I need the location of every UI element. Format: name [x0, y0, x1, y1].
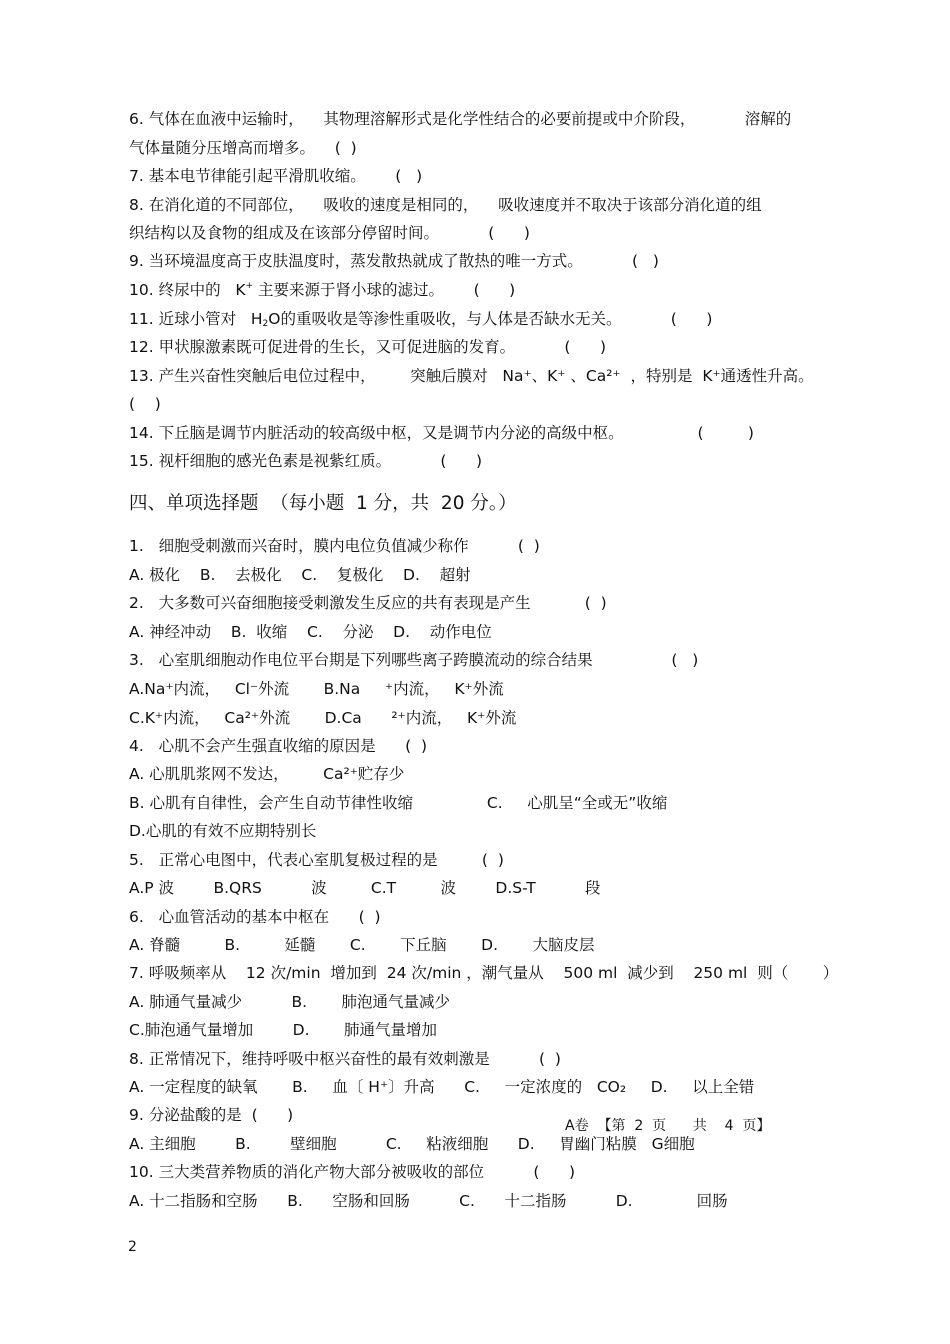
question-line: 13. 产生兴奋性突触后电位过程中， 突触后膜对 Na⁺、K⁺ 、Ca²⁺ ，特别是 K⁺通透性升高。: [129, 367, 814, 385]
option-line: A. 十二指肠和空肠 B. 空肠和回肠 C. 十二指肠 D. 回肠: [129, 1192, 728, 1210]
question-line: 2. 大多数可兴奋细胞接受刺激发生反应的共有表现是产生 ( ): [129, 594, 607, 612]
option-line: A. 神经冲动 B. 收缩 C. 分泌 D. 动作电位: [129, 623, 492, 641]
question-line: 14. 下丘脑是调节内脏活动的较高级中枢，又是调节内分泌的高级中枢。 ( ): [129, 424, 754, 442]
question-line: 4. 心肌不会产生强直收缩的原因是 ( ): [129, 737, 428, 755]
question-line: 5. 正常心电图中，代表心室肌复极过程的是 ( ): [129, 851, 504, 869]
question-line: 15. 视杆细胞的感光色素是视紫红质。 ( ): [129, 452, 483, 470]
question-line: 1. 细胞受刺激而兴奋时，膜内电位负值减少称作 ( ): [129, 537, 540, 555]
option-line: A. 极化 B. 去极化 C. 复极化 D. 超射: [129, 566, 471, 584]
question-line: 11. 近球小管对 $H_2O$的重吸收是等渗性重吸收，与人体是否缺水无关。 ( ): [129, 310, 713, 329]
question-line: 7. 呼吸频率从 12 次/min 增加到 24 次/min ，潮气量从 500 ml 减少到 250 ml 则（ ）: [129, 964, 839, 982]
option-line: A. 主细胞 B. 壁细胞 C. 粘液细胞 D. 胃幽门粘膜 G细胞: [129, 1135, 695, 1153]
option-line: D.心肌的有效不应期特别长: [129, 822, 317, 840]
question-line: 9. 当环境温度高于皮肤温度时，蒸发散热就成了散热的唯一方式。 ( ): [129, 252, 659, 270]
question-line: ( ): [129, 395, 161, 413]
option-line: A.Na⁺内流， Cl⁻外流 B.Na ⁺内流， K⁺外流: [129, 680, 504, 698]
question-line: 8. 在消化道的不同部位， 吸收的速度是相同的， 吸收速度并不取决于该部分消化道的组: [129, 196, 762, 214]
page-footer: A卷 【第 2 页 共 4 页】: [565, 1118, 771, 1134]
page-number: 2: [128, 1239, 137, 1255]
question-line: 8. 正常情况下，维持呼吸中枢兴奋性的最有效刺激是 ( ): [129, 1050, 561, 1068]
question-line: 3. 心室肌细胞动作电位平台期是下列哪些离子跨膜流动的综合结果 ( ): [129, 651, 699, 669]
question-line: 10. 终尿中的 K+ 主要来源于肾小球的滤过。 ( ): [129, 281, 516, 299]
question-line: 9. 分泌盐酸的是 ( ): [129, 1106, 294, 1124]
section-heading: 四、单项选择题 （每小题 1 分，共 20 分。）: [129, 493, 517, 514]
option-line: C.K⁺内流， Ca²⁺外流 D.Ca ²⁺内流， K⁺外流: [129, 709, 517, 727]
option-line: A.P 波 B.QRS 波 C.T 波 D.S-T 段: [129, 879, 601, 897]
question-line: 12. 甲状腺激素既可促进骨的生长，又可促进脑的发育。 ( ): [129, 338, 607, 356]
option-line: A. 心肌肌浆网不发达， Ca²⁺贮存少: [129, 765, 405, 783]
question-line: 气体量随分压增高而增多。 ( ): [129, 139, 357, 157]
option-line: C.肺泡通气量增加 D. 肺通气量增加: [129, 1021, 438, 1039]
question-line: 织结构以及食物的组成及在该部分停留时间。 ( ): [129, 224, 530, 242]
option-line: A. 脊髓 B. 延髓 C. 下丘脑 D. 大脑皮层: [129, 936, 595, 954]
question-line: 7. 基本电节律能引起平滑肌收缩。 ( ): [129, 167, 423, 185]
question-line: 10. 三大类营养物质的消化产物大部分被吸收的部位 ( ): [129, 1163, 576, 1181]
option-line: B. 心肌有自律性，会产生自动节律性收缩 C. 心肌呈“全或无”收缩: [129, 794, 668, 812]
option-line: A. 肺通气量减少 B. 肺泡通气量减少: [129, 993, 451, 1011]
option-line: A. 一定程度的缺氧 B. 血〔 H⁺〕升高 C. 一定浓度的 CO₂ D. 以上全错: [129, 1078, 755, 1096]
question-line: 6. 气体在血液中运输时， 其物理溶解形式是化学性结合的必要前提或中介阶段， 溶解的: [129, 110, 792, 128]
question-line: 6. 心血管活动的基本中枢在 ( ): [129, 908, 381, 926]
